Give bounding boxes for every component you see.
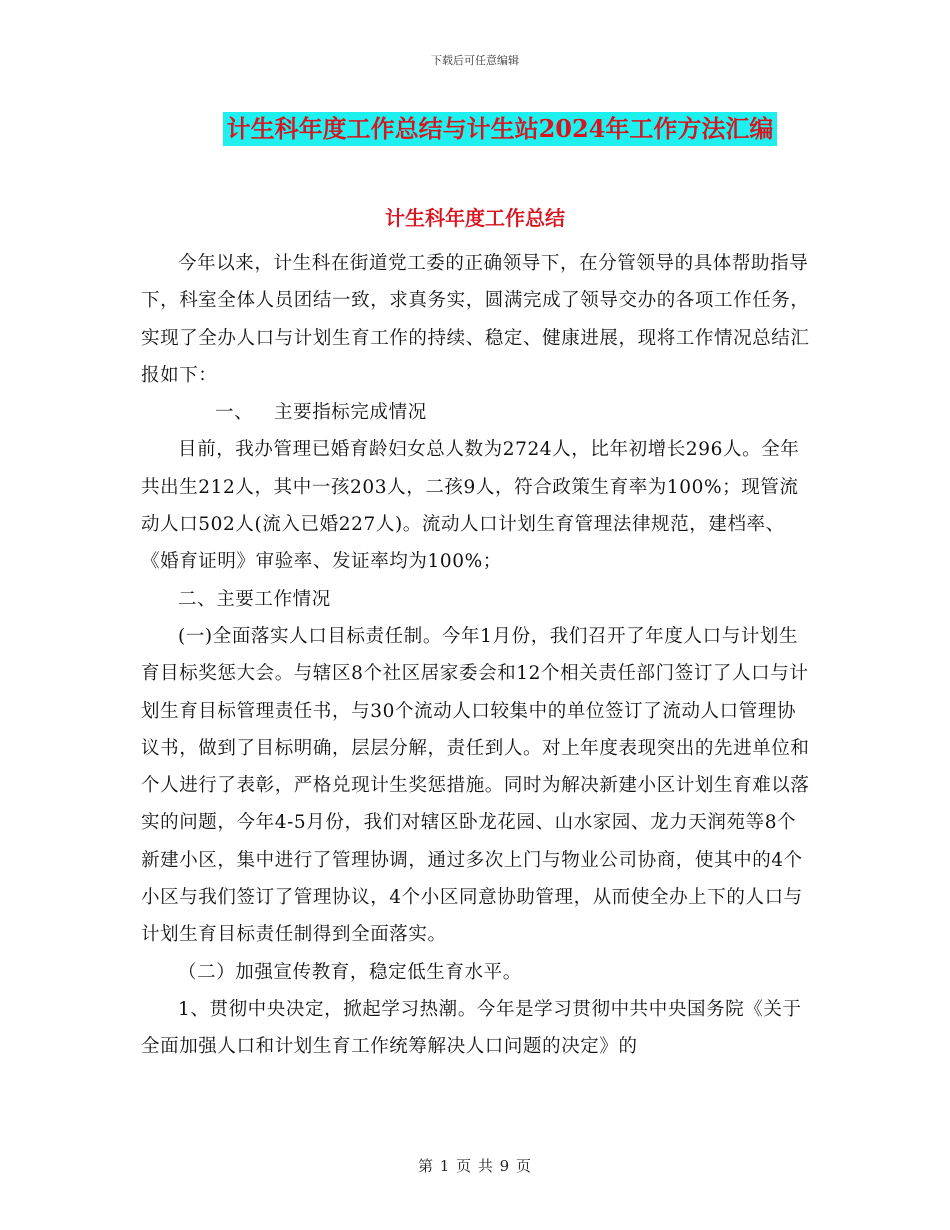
- heading-main-work: 二、主要工作情况: [178, 588, 331, 610]
- heading-main-indicators: [141, 394, 813, 431]
- indicators-paragraph: 目前，我办管理已婚育龄妇女总人数为2724人，比年初增长296人。全年共出生212人，其中一孩203人，二孩9人，符合政策生育率为100%；现管流动人口502人(流入已婚227人)。流动人口计划生育管理法律规范，建档率、《婚育证明》审验率、发证率均为100%；: [141, 439, 800, 573]
- document-title-container: [0, 112, 950, 146]
- heading-text: 主要指标完成情况: [274, 402, 427, 424]
- publicity-paragraph: 1、贯彻中央决定，掀起学习热潮。今年是学习贯彻中共中央国务院《关于全面加强人口和计划生育工作统筹解决人口问题的决定》的: [141, 998, 802, 1058]
- heading-number: 一、: [215, 402, 254, 424]
- document-title: 计生科年度工作总结与计生站2024年工作方法汇编: [223, 112, 778, 146]
- section-title: 计生科年度工作总结: [385, 206, 565, 230]
- page-header-note: 下载后可任意编辑: [431, 54, 519, 67]
- document-body: [141, 245, 813, 1066]
- intro-paragraph: 今年以来，计生科在街道党工委的正确领导下，在分管领导的具体帮助指导下，科室全体人员团结一致，求真务实，圆满完成了领导交办的各项工作任务，实现了全办人口与计划生育工作的持续、稳定、健康进展，现将工作情况总结汇报如下：: [141, 253, 810, 386]
- page-footer: 第 1 页 共 9 页: [418, 1157, 532, 1175]
- responsibility-paragraph: (一)全面落实人口目标责任制。今年1月份，我们召开了年度人口与计划生育目标奖惩大会。与辖区8个社区居家委会和12个相关责任部门签订了人口与计划生育目标管理责任书，与30个流动人口较集中的单位签订了流动人口管理协议书，做到了目标明确，层层分解，责任到人。对上年度表现突出的先进单位和个人进行了表彰，严格兑现计生奖惩措施。同时为解决新建小区计划生育难以落实的问题，今年4-5月份，我们对辖区卧龙花园、山水家园、龙力天润苑等8个新建小区，集中进行了管理协调，通过多次上门与物业公司协商，使其中的4个小区与我们签订了管理协议，4个小区同意协助管理，从而使全办上下的人口与计划生育目标责任制得到全面落实。: [141, 625, 810, 946]
- heading-publicity: （二）加强宣传教育，稳定低生育水平。: [178, 961, 522, 983]
